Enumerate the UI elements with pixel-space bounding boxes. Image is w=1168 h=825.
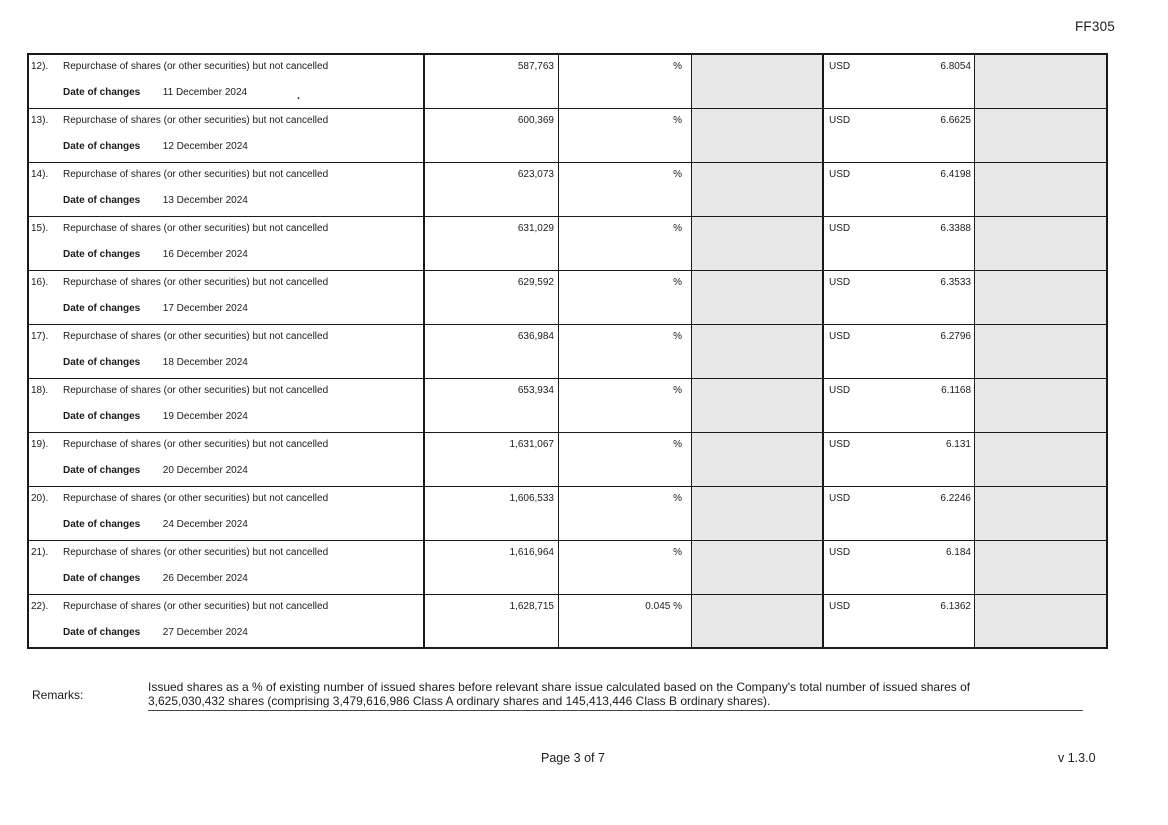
description-line	[29, 547, 423, 559]
date-line	[63, 195, 423, 207]
form-code: FF305	[1074, 19, 1115, 34]
price-value: 6.2796	[940, 331, 971, 342]
shares-count-cell: 653,934	[425, 379, 559, 432]
percent-cell: %	[559, 217, 692, 270]
date-line	[63, 141, 423, 153]
shaded-empty-cell	[692, 217, 824, 270]
price-cell	[824, 271, 975, 324]
row-number: 18).	[31, 385, 49, 396]
price-cell	[824, 325, 975, 378]
row-number: 22).	[31, 601, 49, 612]
row-description: Repurchase of shares (or other securities) but not cancelled	[63, 385, 329, 396]
price-value: 6.1362	[940, 601, 971, 612]
table-row	[29, 163, 1106, 217]
description-cell	[29, 325, 425, 378]
shaded-empty-cell	[975, 163, 1106, 216]
currency-label: USD	[829, 601, 851, 612]
row-description: Repurchase of shares (or other securities) but not cancelled	[63, 601, 329, 612]
currency-label: USD	[829, 115, 851, 126]
percent-cell: %	[559, 163, 692, 216]
description-cell	[29, 433, 425, 486]
table-row	[29, 325, 1106, 379]
description-cell	[29, 271, 425, 324]
description-line	[29, 61, 423, 73]
shaded-empty-cell	[975, 541, 1106, 594]
percent-cell: %	[559, 541, 692, 594]
description-cell	[29, 109, 425, 162]
row-number: 13).	[31, 115, 49, 126]
date-of-changes-value: 11 December 2024	[162, 86, 248, 98]
row-number: 19).	[31, 439, 49, 450]
table-row	[29, 217, 1106, 271]
price-cell	[824, 163, 975, 216]
date-of-changes-value: 12 December 2024	[162, 140, 248, 152]
description-cell	[29, 379, 425, 432]
price-value: 6.184	[945, 547, 971, 558]
description-cell	[29, 595, 425, 647]
shaded-empty-cell	[692, 55, 824, 108]
currency-label: USD	[829, 277, 851, 288]
form-version: v 1.3.0	[1058, 751, 1096, 765]
shares-count-cell: 587,763	[425, 55, 559, 108]
row-description: Repurchase of shares (or other securities) but not cancelled	[63, 331, 329, 342]
currency-label: USD	[829, 385, 851, 396]
table-row	[29, 379, 1106, 433]
percent-cell: %	[559, 55, 692, 108]
date-line	[63, 87, 423, 99]
price-cell	[824, 595, 975, 647]
date-of-changes-value: 16 December 2024	[162, 248, 248, 260]
date-of-changes-label: Date of changes	[63, 140, 141, 152]
price-value: 6.1168	[941, 385, 971, 396]
date-line	[63, 573, 423, 585]
date-line	[63, 627, 423, 639]
table-row	[29, 55, 1106, 109]
date-of-changes-value: 17 December 2024	[162, 302, 248, 314]
shaded-empty-cell	[692, 487, 824, 540]
shaded-empty-cell	[692, 109, 824, 162]
percent-cell: %	[559, 109, 692, 162]
stray-ink-dot: .	[297, 90, 301, 102]
price-cell	[824, 109, 975, 162]
shares-count-cell: 629,592	[425, 271, 559, 324]
row-description: Repurchase of shares (or other securities) but not cancelled	[63, 493, 329, 504]
percent-cell: %	[559, 271, 692, 324]
date-of-changes-label: Date of changes	[63, 86, 141, 98]
row-number: 15).	[31, 223, 49, 234]
row-description: Repurchase of shares (or other securities) but not cancelled	[63, 439, 329, 450]
price-cell	[824, 541, 975, 594]
description-cell	[29, 163, 425, 216]
percent-cell: 0.045 %	[559, 595, 692, 647]
row-description: Repurchase of shares (or other securities) but not cancelled	[63, 277, 329, 288]
percent-cell: %	[559, 487, 692, 540]
shares-count-cell: 636,984	[425, 325, 559, 378]
percent-cell: %	[559, 433, 692, 486]
price-value: 6.3388	[940, 223, 971, 234]
table-row	[29, 487, 1106, 541]
date-line	[63, 411, 423, 423]
shares-count-cell: 1,628,715	[425, 595, 559, 647]
currency-label: USD	[829, 169, 851, 180]
row-description: Repurchase of shares (or other securities) but not cancelled	[63, 115, 329, 126]
date-line	[63, 249, 423, 261]
date-of-changes-value: 20 December 2024	[162, 464, 248, 476]
currency-label: USD	[829, 223, 851, 234]
remarks-section	[30, 681, 1083, 711]
date-of-changes-value: 18 December 2024	[162, 356, 248, 368]
row-description: Repurchase of shares (or other securities) but not cancelled	[63, 547, 329, 558]
price-value: 6.2246	[940, 493, 971, 504]
price-value: 6.131	[945, 439, 971, 450]
price-cell	[824, 55, 975, 108]
row-description: Repurchase of shares (or other securities) but not cancelled	[63, 61, 329, 72]
shares-count-cell: 600,369	[425, 109, 559, 162]
description-cell	[29, 541, 425, 594]
shaded-empty-cell	[975, 217, 1106, 270]
date-of-changes-label: Date of changes	[63, 194, 141, 206]
date-of-changes-label: Date of changes	[63, 410, 141, 422]
row-number: 12).	[31, 61, 49, 72]
shares-count-cell: 623,073	[425, 163, 559, 216]
date-of-changes-label: Date of changes	[63, 572, 141, 584]
row-description: Repurchase of shares (or other securities) but not cancelled	[63, 169, 329, 180]
shaded-empty-cell	[975, 109, 1106, 162]
date-of-changes-label: Date of changes	[63, 302, 141, 314]
shaded-empty-cell	[692, 541, 824, 594]
shaded-empty-cell	[692, 325, 824, 378]
description-line	[29, 223, 423, 235]
price-value: 6.6625	[940, 115, 971, 126]
date-of-changes-value: 13 December 2024	[162, 194, 248, 206]
price-cell	[824, 487, 975, 540]
price-value: 6.3533	[940, 277, 971, 288]
date-of-changes-label: Date of changes	[63, 464, 141, 476]
description-line	[29, 331, 423, 343]
shaded-empty-cell	[975, 433, 1106, 486]
date-of-changes-label: Date of changes	[63, 626, 141, 638]
remarks-label: Remarks:	[32, 688, 84, 702]
repurchase-table	[27, 53, 1108, 649]
date-of-changes-value: 26 December 2024	[162, 572, 248, 584]
description-cell	[29, 487, 425, 540]
row-description: Repurchase of shares (or other securities) but not cancelled	[63, 223, 329, 234]
shares-count-cell: 1,616,964	[425, 541, 559, 594]
shaded-empty-cell	[692, 379, 824, 432]
shaded-empty-cell	[975, 55, 1106, 108]
shaded-empty-cell	[975, 379, 1106, 432]
shaded-empty-cell	[692, 433, 824, 486]
currency-label: USD	[829, 547, 851, 558]
date-of-changes-value: 19 December 2024	[162, 410, 248, 422]
description-line	[29, 493, 423, 505]
price-cell	[824, 433, 975, 486]
description-line	[29, 115, 423, 127]
description-cell	[29, 217, 425, 270]
shaded-empty-cell	[975, 325, 1106, 378]
currency-label: USD	[829, 331, 851, 342]
shares-count-cell: 631,029	[425, 217, 559, 270]
row-number: 21).	[31, 547, 49, 558]
date-of-changes-label: Date of changes	[63, 518, 141, 530]
table-row	[29, 271, 1106, 325]
shaded-empty-cell	[975, 487, 1106, 540]
shares-count-cell: 1,631,067	[425, 433, 559, 486]
description-line	[29, 169, 423, 181]
date-of-changes-label: Date of changes	[63, 356, 141, 368]
shaded-empty-cell	[692, 595, 824, 647]
shaded-empty-cell	[692, 271, 824, 324]
description-line	[29, 601, 423, 613]
row-number: 16).	[31, 277, 49, 288]
price-value: 6.8054	[940, 61, 971, 72]
date-of-changes-value: 24 December 2024	[162, 518, 248, 530]
date-of-changes-value: 27 December 2024	[162, 626, 248, 638]
table-row	[29, 109, 1106, 163]
shaded-empty-cell	[692, 163, 824, 216]
table-row	[29, 433, 1106, 487]
percent-cell: %	[559, 325, 692, 378]
remarks-text-line1: Issued shares as a % of existing number of issued shares before relevant share issue calculated based on the Company's total number of issued shares of	[148, 680, 971, 694]
row-number: 20).	[31, 493, 49, 504]
date-line	[63, 465, 423, 477]
table-row	[29, 541, 1106, 595]
price-value: 6.4198	[940, 169, 971, 180]
description-cell	[29, 55, 425, 108]
price-cell	[824, 379, 975, 432]
row-number: 14).	[31, 169, 49, 180]
date-line	[63, 357, 423, 369]
currency-label: USD	[829, 61, 851, 72]
page-number: Page 3 of 7	[541, 751, 605, 765]
price-cell	[824, 217, 975, 270]
description-line	[29, 439, 423, 451]
description-line	[29, 385, 423, 397]
shares-count-cell: 1,606,533	[425, 487, 559, 540]
percent-cell: %	[559, 379, 692, 432]
row-number: 17).	[31, 331, 49, 342]
description-line	[29, 277, 423, 289]
date-line	[63, 519, 423, 531]
remarks-text	[148, 681, 1083, 711]
table-row	[29, 595, 1106, 647]
date-line	[63, 303, 423, 315]
currency-label: USD	[829, 439, 851, 450]
shaded-empty-cell	[975, 595, 1106, 647]
remarks-text-line2: 3,625,030,432 shares (comprising 3,479,616,986 Class A ordinary shares and 145,413,446 Class B ordinary shares).	[148, 693, 771, 708]
shaded-empty-cell	[975, 271, 1106, 324]
date-of-changes-label: Date of changes	[63, 248, 141, 260]
currency-label: USD	[829, 493, 851, 504]
